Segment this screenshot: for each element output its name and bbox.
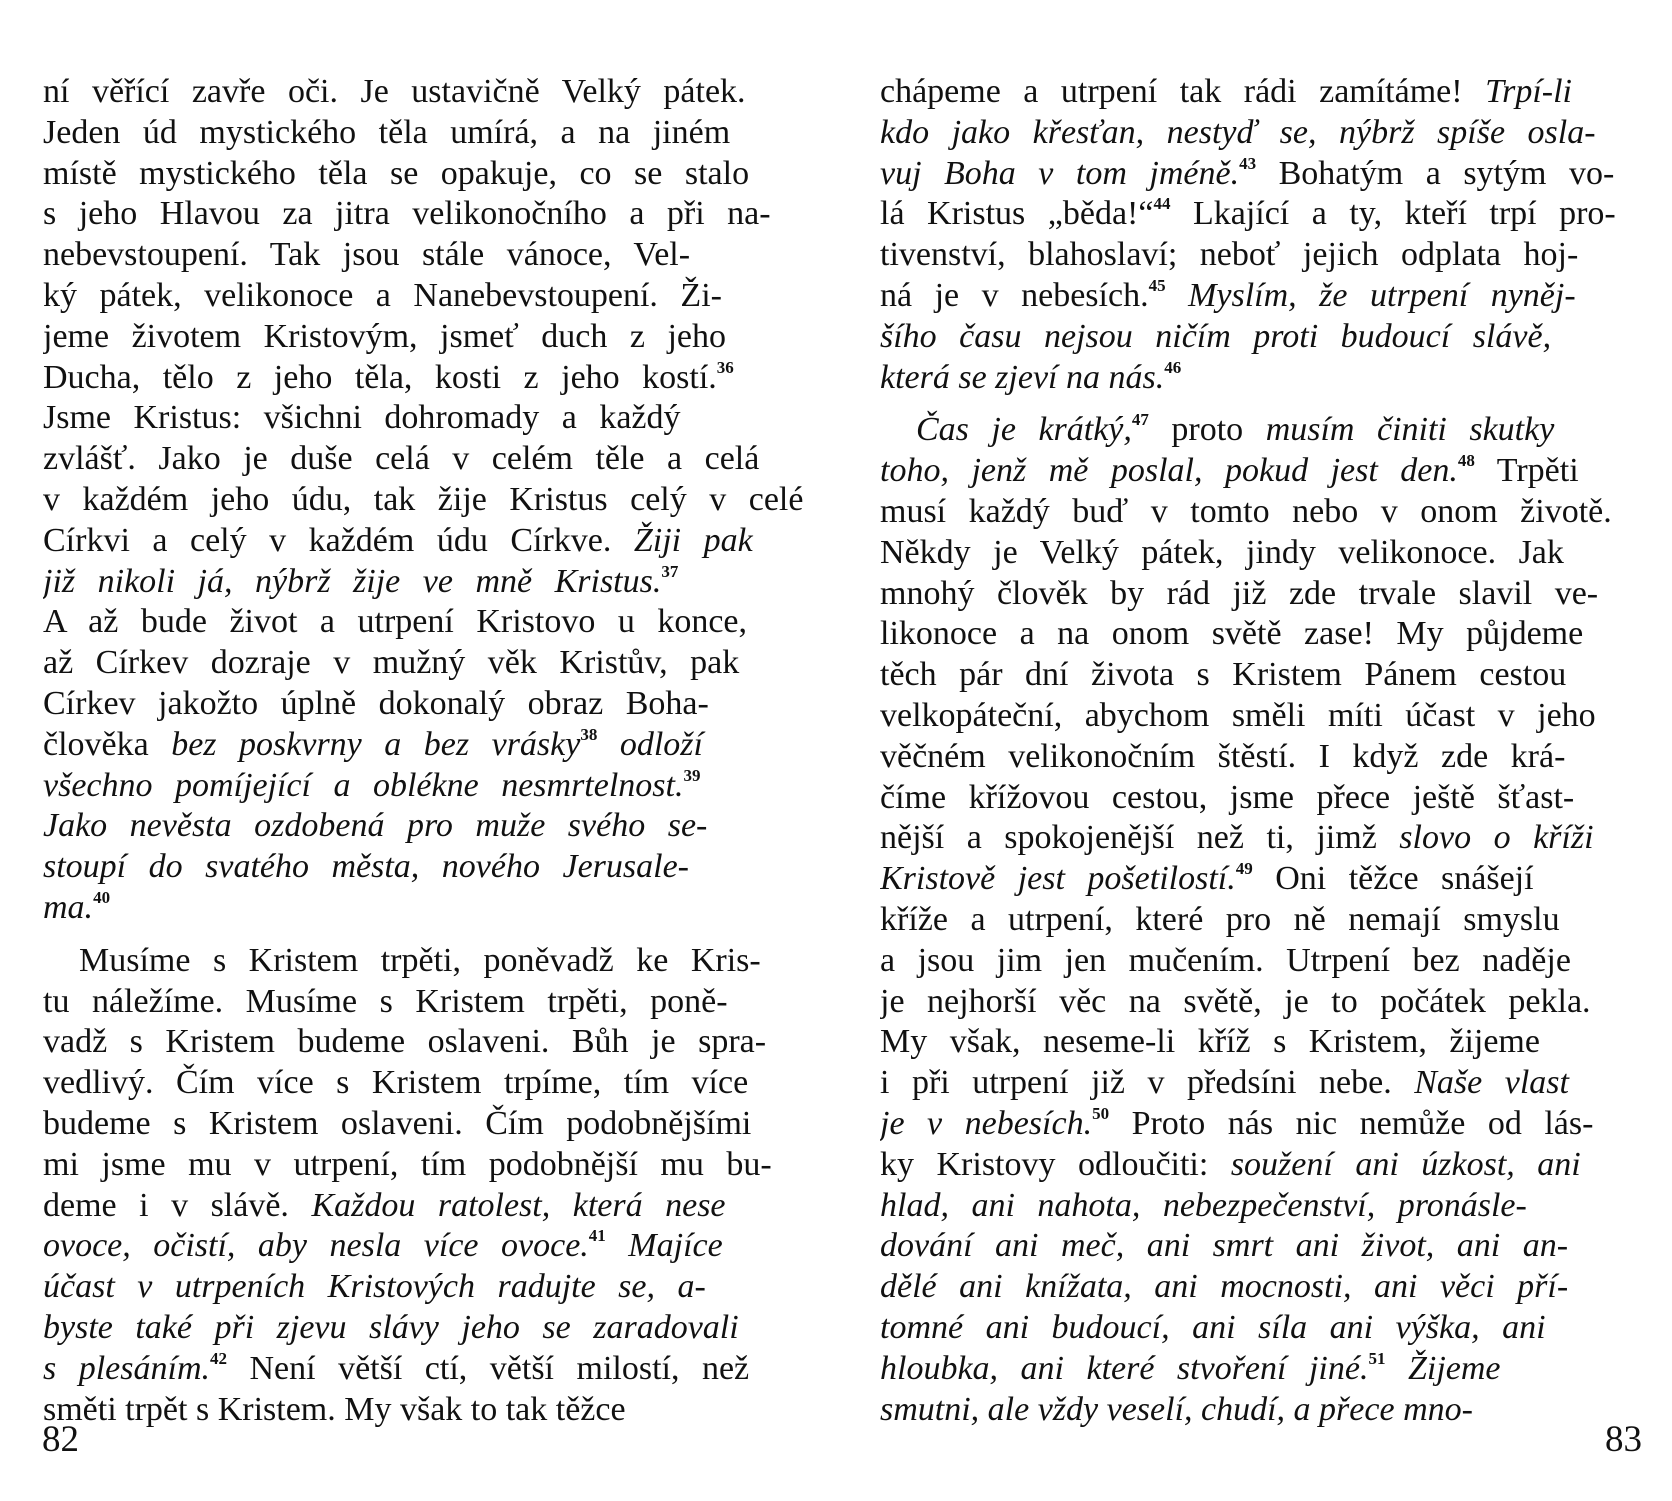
text-line: v každém jeho údu, tak žije Kristus celý v celé [43, 480, 804, 518]
text-line: likonoce a na onom světě zase! My půjdeme [880, 615, 1584, 653]
text-line: Jeden úd mystického těla umírá, a na jiném [43, 113, 731, 151]
text-line: lá Kristus „běda!“$^{44}$ Lkající a ty, kteří trpí pro- [880, 194, 1616, 233]
footnote-ref: 48 [1457, 451, 1475, 471]
text-line: musí každý buď v tomto nebo v onom životě. [880, 492, 1612, 530]
text-line: dělé ani knížata, ani mocnosti, ani věci pří- [880, 1268, 1569, 1306]
text-line: byste také při zjevu slávy jeho se zaradovali [43, 1308, 739, 1346]
text-line: mnohý člověk by rád již zde trvale slavil ve- [880, 574, 1599, 612]
text-line: hlad, ani nahota, nebezpečenství, pronásle- [880, 1186, 1527, 1224]
text-line: velkopáteční, abychom směli míti účast v jeho [880, 696, 1596, 734]
text-line: vadž s Kristem budeme oslaveni. Bůh je spra- [43, 1023, 767, 1061]
text-line: ná je v nebesích.$^{45}$ Myslím, že utrpení nyněj- [880, 275, 1576, 314]
text-line: i při utrpení již v předsíni nebe. Naše vlast [880, 1064, 1569, 1102]
text-line: číme křížovou cestou, jsme přece ještě šťast- [880, 778, 1575, 816]
text-line: kříže a utrpení, které pro ně nemají smyslu [880, 900, 1560, 938]
text-line: Musíme s Kristem trpěti, poněvadž ke Kris- [79, 941, 761, 979]
text-line: tu náležíme. Musíme s Kristem trpěti, poně- [43, 982, 728, 1020]
text-line: věčném velikonočním štěstí. I když zde krá- [880, 737, 1566, 775]
footnote-ref: 46 [1164, 357, 1182, 377]
footnote-ref: 42 [210, 1348, 227, 1368]
text-line: nější a spokojenější než ti, jimž slovo o kříži [880, 819, 1594, 857]
text-line: vedlivý. Čím více s Kristem trpíme, tím více [43, 1064, 749, 1102]
text-line: ky Kristovy odloučiti: soužení ani úzkost, ani [880, 1145, 1581, 1183]
text-line: Někdy je Velký pátek, jindy velikonoce. Jak [880, 533, 1564, 571]
footnote-ref: 44 [1153, 194, 1171, 214]
text-line: My však, neseme-li kříž s Kristem, žijeme [880, 1023, 1540, 1061]
text-line: hloubka, ani které stvoření jiné.$^{51}$ Žijeme [880, 1348, 1501, 1387]
text-line: deme i v slávě. Každou ratolest, která nese [43, 1186, 726, 1224]
text-line: až Církev dozraje v mužný věk Kristův, pak [43, 644, 740, 682]
right-page-text [880, 72, 1650, 1430]
text-line: těch pár dní života s Kristem Pánem cestou [880, 656, 1567, 694]
text-line: člověka bez poskvrny a bez vrásky$^{38}$ odloží [43, 724, 703, 763]
text-line: zvlášť. Jako je duše celá v celém těle a celá [43, 440, 760, 478]
footnote-ref: 51 [1368, 1348, 1386, 1368]
text-line: kdo jako křesťan, nestyď se, nýbrž spíše osla- [880, 113, 1596, 151]
text-line: Církvi a celý v každém údu Církve. Žiji pak [43, 521, 753, 559]
right-page [836, 0, 1672, 1501]
page-number: 83 [1605, 1419, 1642, 1460]
footnote-ref: 45 [1148, 275, 1166, 295]
text-line: tivenství, blahoslaví; neboť jejich odplata hoj- [880, 236, 1579, 274]
text-line: ký pátek, velikonoce a Nanebevstoupení. Ži- [43, 276, 722, 314]
text-line: směti trpět s Kristem. My však to tak těžce [43, 1390, 626, 1428]
text-line: již nikoli já, nýbrž žije ve mně Kristus.$^{37}$ [43, 561, 679, 600]
text-line: ma.$^{40}$ [43, 887, 111, 926]
text-line: A až bude život a utrpení Kristovo u konce, [43, 603, 748, 641]
footnote-ref: 43 [1239, 153, 1257, 173]
text-line: všechno pomíjející a oblékne nesmrtelnost.$^{39}$ [43, 765, 701, 804]
footnote-ref: 50 [1092, 1103, 1110, 1123]
text-line: Jsme Kristus: všichni dohromady a každý [43, 399, 681, 437]
text-line: s jeho Hlavou za jitra velikonočního a při na- [43, 195, 771, 233]
footnote-ref: 38 [580, 724, 598, 744]
text-line: je nejhorší věc na světě, je to počátek pekla. [880, 982, 1591, 1020]
text-line: s plesáním.$^{42}$ Není větší ctí, větší milostí, než [43, 1348, 750, 1387]
text-line: a jsou jim jen mučením. Utrpení bez naděje [880, 941, 1571, 979]
text-line: místě mystického těla se opakuje, co se stalo [43, 154, 750, 192]
text-line: Jako nevěsta ozdobená pro muže svého se- [43, 807, 708, 845]
text-line: Ducha, tělo z jeho těla, kosti z jeho kostí.$^{36}$ [43, 357, 734, 396]
footnote-ref: 47 [1131, 410, 1149, 430]
footnote-ref: 40 [93, 887, 111, 907]
text-line: Kristově jest pošetilostí.$^{49}$ Oni těžce snášejí [880, 859, 1534, 898]
text-line: jeme životem Kristovým, jsmeť duch z jeho [43, 317, 727, 355]
text-line: je v nebesích.$^{50}$ Proto nás nic nemůže od lás- [880, 1103, 1594, 1142]
left-page-text [43, 72, 813, 1430]
footnote-ref: 36 [716, 357, 734, 377]
text-line: tomné ani budoucí, ani síla ani výška, ani [880, 1308, 1546, 1346]
text-line: nebevstoupení. Tak jsou stále vánoce, Vel- [43, 236, 691, 274]
text-line: smutni, ale vždy veselí, chudí, a přece mno- [880, 1390, 1473, 1428]
text-line: toho, jenž mě poslal, pokud jest den.$^{48}$ Trpěti [880, 451, 1579, 490]
footnote-ref: 49 [1235, 859, 1253, 879]
footnote-ref: 41 [588, 1226, 606, 1246]
text-line: dování ani meč, ani smrt ani život, ani an- [880, 1227, 1569, 1265]
text-line: která se zjeví na nás.$^{46}$ [880, 357, 1182, 396]
text-line: Církev jakožto úplně dokonalý obraz Boha- [43, 684, 709, 722]
text-line: ní věřící zavře oči. Je ustavičně Velký pátek. [43, 73, 746, 110]
text-line: mi jsme mu v utrpení, tím podobnější mu bu- [43, 1145, 772, 1183]
text-line: Čas je krátký,$^{47}$ proto musím činiti skutky [916, 410, 1555, 449]
footnote-ref: 39 [683, 765, 701, 785]
text-line: účast v utrpeních Kristových radujte se, a- [43, 1268, 706, 1306]
text-line: ovoce, očistí, aby nesla více ovoce.$^{41}$ Majíce [43, 1226, 723, 1265]
text-line: chápeme a utrpení tak rádi zamítáme! Trpí-li [880, 73, 1573, 110]
text-line: šího času nejsou ničím proti budoucí slávě, [880, 317, 1552, 355]
page-number: 82 [42, 1419, 79, 1460]
footnote-ref: 37 [661, 561, 679, 581]
text-line: vuj Boha v tom jméně.$^{43}$ Bohatým a sytým vo- [880, 153, 1615, 192]
text-line: stoupí do svatého města, nového Jerusale- [43, 848, 689, 886]
text-line: budeme s Kristem oslaveni. Čím podobnějšími [43, 1104, 752, 1142]
